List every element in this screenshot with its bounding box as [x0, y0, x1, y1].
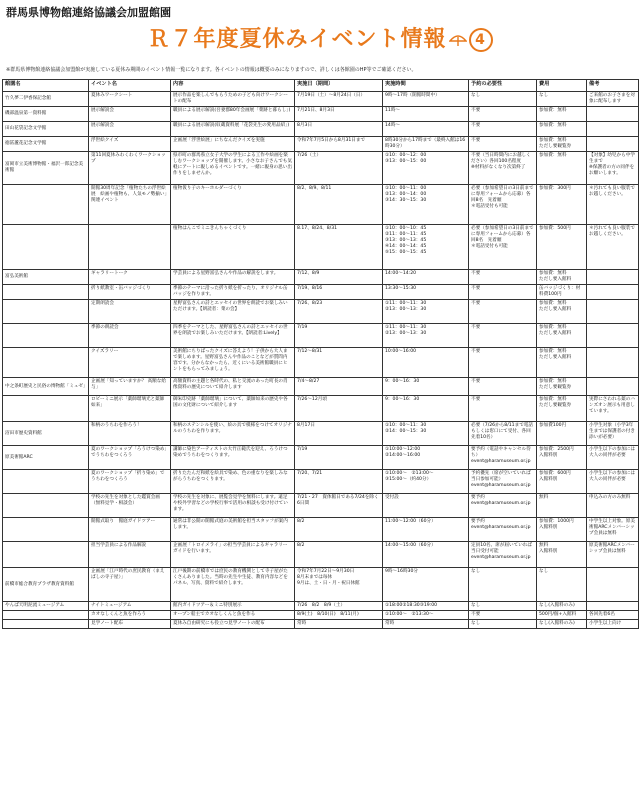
cell-reservation: なし: [469, 620, 537, 629]
cell-museum: [3, 542, 89, 568]
cell-event: 企画展「知っていますか？ 高額な給与」: [89, 378, 171, 396]
cell-time: ①10:00～ ②13:30～: [383, 611, 469, 620]
cell-event: 開館30周年記念「植物たちの浮世絵展 絵画や植物も、人気モノ勢揃い」関連イベント: [89, 185, 171, 225]
table-row: [3, 107, 639, 122]
cell-reservation: 要予約（電話やキャンセル待ち） event@haramuseum.or.jp: [469, 446, 537, 470]
cell-note: ＊汚れても良い服装でお越しください。: [587, 225, 639, 270]
cell-note: 中学生以上対象。原美術館ARCメンバーシップ会員は無料: [587, 518, 639, 542]
cell-time: 8時30分から17時まで（最終入館は16時30分）: [383, 137, 469, 152]
table-row: [3, 446, 639, 470]
cell-time: ①10:00～ ②13:00～ ③15:00～（約40分）: [383, 470, 469, 494]
cell-event: ロビーミニ展示「薬師瑠璃光と薬師如来」: [89, 396, 171, 422]
cell-event: [89, 225, 171, 270]
cell-reservation: 不要: [469, 324, 537, 348]
cell-cost: 参加費：無料 ただし要観覧券: [537, 137, 587, 152]
cell-time: 14:00～14:20: [383, 270, 469, 285]
cell-cost: 参加費：300円: [537, 185, 587, 225]
cell-museum: やんば天明泥流ミュージアム: [3, 602, 89, 611]
cell-date: 8月17日: [295, 422, 383, 446]
table-row: [3, 225, 639, 270]
cell-content: 折りたたんだ和紙を絵具で染め、色の重なりを楽しみながらうちわをつくります。: [171, 470, 295, 494]
cell-museum: 前橋市総合教育プラザ教育資料館: [3, 568, 89, 602]
cell-cost: なし: [537, 568, 587, 602]
cell-date: 7/20、7/21: [295, 470, 383, 494]
table-row: [3, 285, 639, 300]
cell-reservation: 必要（参加希望日の3日前までに専用フォームから応募）各回8名 先着順 ＊電話受付も可能: [469, 225, 537, 270]
intro-text: ※群馬県博物館連絡協議会加盟館が実施している夏休み期間のイベント情報一覧になります。各イベントの情報は概要のみになりますので、詳しくは各館園のHP等でご確認ください。: [6, 67, 417, 73]
cell-reservation: 不要: [469, 285, 537, 300]
cell-date: 7/19: [295, 324, 383, 348]
cell-time: 9時～17時（開館時間中）: [383, 92, 469, 107]
cell-content: 植物仮り子のキーホルダーづくり: [171, 185, 295, 225]
organization-name: 群馬県博物館連絡協議会加盟館園: [6, 6, 171, 19]
cell-date: 8.17、8/24、8/31: [295, 225, 383, 270]
cell-museum: [3, 620, 89, 629]
cell-time: ①18:00②18:30③19:00: [383, 602, 469, 611]
cell-museum: [3, 470, 89, 494]
cell-museum: [3, 518, 89, 542]
table-row: [3, 470, 639, 494]
table-row: [3, 378, 639, 396]
cell-event: 定期朗読会: [89, 300, 171, 324]
cell-date: 7/4～8/27: [295, 378, 383, 396]
cell-time: 9：00～16：30: [383, 378, 469, 396]
table-row: [3, 568, 639, 602]
cell-content: 県市町の群馬県立女子大学の学生による工作や絵画を楽しむワークショップを開催します。小さなお子さんでも気軽にアートに親しめるイベントです。一緒に親身の思い出作りをしませんか。: [171, 152, 295, 185]
cell-note: [587, 137, 639, 152]
cell-note: 小学生以下の参加には大人の同伴が必要: [587, 470, 639, 494]
cell-reservation: 定員10名、席が屆いていれば当日受付可能 event@haramuseum.or.jp: [469, 542, 537, 568]
cell-note: [587, 300, 639, 324]
cell-date: 8/2: [295, 518, 383, 542]
cell-reservation: 不要: [469, 396, 537, 422]
cell-reservation: 不要: [469, 107, 537, 122]
cell-event: 見学ノート配布: [89, 620, 171, 629]
cell-event: カオなしくんと魚を作ろう: [89, 611, 171, 620]
cell-museum: 富岡市立美術博物館・福沢一郎記念美術館: [3, 152, 89, 185]
cell-reservation: なし: [469, 568, 537, 602]
cell-note: 小学生以下の参加には大人の同伴が必要: [587, 446, 639, 470]
cell-museum: 中之条町歴史と民俗の博物館「ミュゼ」: [3, 378, 89, 396]
cell-content: 高額資料の主題と各時代の、私と交流のあった町長の肖像資料の歴史について紹介します: [171, 378, 295, 396]
cell-cost: 参加費：無料 ただし要入館料: [537, 300, 587, 324]
cell-date: 常時: [295, 620, 383, 629]
cell-cost: なし(入館料のみ): [537, 620, 587, 629]
cell-date: 令和7年7月22日～9月30日 8月末までは毎休 9月は、土・日・月・祝日休館: [295, 568, 383, 602]
cell-content: 講師に染色アーティストの大竹正範氏を迎え、ろうけつ染めでうちわをつくります。: [171, 446, 295, 470]
cell-event: クイズラリー: [89, 348, 171, 378]
cell-cost: 参加費：無料 ただし要観覧券: [537, 396, 587, 422]
table-row: [3, 422, 639, 446]
cell-note: ご来館のお子さまを対象に配布します: [587, 92, 639, 107]
table-row: [3, 92, 639, 107]
cell-time: 9時～16時30分: [383, 568, 469, 602]
cell-content: 企画展「浮世絵展」にちなんだクイズを実施: [171, 137, 295, 152]
cell-museum: [3, 324, 89, 348]
cell-content: 和柄のステンシルを使い、絵の具で模様をつけてオリジナルのうちわを作ります。: [171, 422, 295, 446]
cell-event: ナイトミュージアム: [89, 602, 171, 611]
cell-reservation: 不要: [469, 122, 537, 137]
header-event: イベント名: [89, 80, 171, 92]
cell-event: 開館式取り 館庭ガイドツアー: [89, 518, 171, 542]
cell-note: [587, 568, 639, 602]
cell-cost: 参加費：無料: [537, 152, 587, 185]
cell-date: 7/26～12月頃: [295, 396, 383, 422]
cell-cost: 参加費：無料 ただし要入館料: [537, 348, 587, 378]
cell-cost: 参加費：無料 ただし要入館料: [537, 324, 587, 348]
cell-date: 8/2: [295, 542, 383, 568]
cell-museum: [3, 185, 89, 225]
cell-content: 学芸員による星野富弘さんや作品の解説をします。: [171, 270, 295, 285]
cell-date: 8/2、8/9、8/11: [295, 185, 383, 225]
cell-reservation: 不要: [469, 300, 537, 324]
cell-reservation: 不要: [469, 348, 537, 378]
cell-reservation: 必要（参加希望日の3日前までに専用フォームから応募）各回8名 先着順 ＊電話受付も可能: [469, 185, 537, 225]
header-note: 備考: [587, 80, 639, 92]
cell-cost: 参加費：無料: [537, 122, 587, 137]
cell-event: 展示解説会: [89, 107, 171, 122]
cell-date: 7月21日、8月3日: [295, 107, 383, 122]
cell-event: 折り紙教室・缶バッジづくり: [89, 285, 171, 300]
cell-time: ①10：00～11：00 ②13：00～14：00 ③14：30～15：30: [383, 185, 469, 225]
title-text: Ｒ７年度夏休みイベント情報: [147, 27, 447, 52]
cell-cost: 缶バッジづくり：材料費100円: [537, 285, 587, 300]
cell-event: 担当学芸員による作品解説: [89, 542, 171, 568]
cell-cost: 参加費：600円 入館料別: [537, 470, 587, 494]
cell-cost: 参加費：1000円 入館料別: [537, 518, 587, 542]
cell-time: ①10：00～10：45 ②11：00～11：45 ③13：00～13：45 ④14：00～14：45 ⑤15：00～15：45: [383, 225, 469, 270]
cell-content: 職員による展示解説(吾妻郡80年会画展「菜跡と暮らし」): [171, 107, 295, 122]
cell-museum: 沼田市歴史資料館: [3, 422, 89, 446]
cell-date: 7/19: [295, 446, 383, 470]
table-row: [3, 396, 639, 422]
cell-date: 7/26、8/23: [295, 300, 383, 324]
cell-museum: 原美術館ARC: [3, 446, 89, 470]
cell-reservation: 不要: [469, 378, 537, 396]
table-row: [3, 611, 639, 620]
cell-content: 館内ガイドツアー＆ミニ特別展示: [171, 602, 295, 611]
cell-note: [587, 348, 639, 378]
table-row: [3, 348, 639, 378]
table-row: [3, 602, 639, 611]
cell-time: ①11：00～11：30 ②13：00～13：30: [383, 300, 469, 324]
header-date: 実施日（期間）: [295, 80, 383, 92]
header-museum: 館園名: [3, 80, 89, 92]
table-row: [3, 620, 639, 629]
cell-reservation: 不要: [469, 611, 537, 620]
cell-content: 四季をテーマとした、星野富弘さんの詩とエッセイの世界を朗読でお楽しみいただけます。【朗読者:Lively】: [171, 324, 295, 348]
cell-time: 受付設: [383, 494, 469, 518]
cell-note: 各回先着6名: [587, 611, 639, 620]
cell-content: 植物はんこでミニきんちゃくづくり: [171, 225, 295, 270]
cell-content: 企画展「トロイメライ」の担当学芸員によるギャラリーガイドを行います。: [171, 542, 295, 568]
table-row: [3, 270, 639, 285]
cell-event: 第11回夏休みわくわくワークショップ: [89, 152, 171, 185]
table-row: [3, 137, 639, 152]
cell-date: 7月19日（土）～8月24日（日）: [295, 92, 383, 107]
cell-event: 夏のワークショップ「ろうけつ染め」でうちわをつくろう: [89, 446, 171, 470]
table-row: [3, 300, 639, 324]
header-time: 実施時間: [383, 80, 469, 92]
table-row: [3, 542, 639, 568]
cell-date: 7/19、8/16: [295, 285, 383, 300]
cell-date: 令和7年7月5日から8月31日まで: [295, 137, 383, 152]
cell-museum: 田山花袋記念文学館: [3, 122, 89, 137]
cell-note: 【対象】幼児から中学生まで ※保護者の方の同伴をお願いします。: [587, 152, 639, 185]
cell-museum: [3, 285, 89, 300]
cell-reservation: なし: [469, 602, 537, 611]
cell-event: 夏休みワークシート: [89, 92, 171, 107]
cell-museum: [3, 300, 89, 324]
cell-time: 14:00～15:00（60分）: [383, 542, 469, 568]
cell-note: [587, 122, 639, 137]
cell-cost: 参加費100円: [537, 422, 587, 446]
cell-cost: なし: [537, 92, 587, 107]
cell-content: 御朱印史跡「薬師瑠璃」について、薬師如来の歴史や各国の文化財について紹介します: [171, 396, 295, 422]
cell-time: 10:00～16:00: [383, 348, 469, 378]
table-row: [3, 324, 639, 348]
cell-time: ①11：00～11：30 ②13：00～13：30: [383, 324, 469, 348]
table-row: [3, 494, 639, 518]
table-row: [3, 518, 639, 542]
cell-event: 季節の朗読会: [89, 324, 171, 348]
header-reservation: 予約の必要性: [469, 80, 537, 92]
cell-time: 11時～: [383, 107, 469, 122]
cell-cost: 参加費：2500円 入館料別: [537, 446, 587, 470]
cell-museum: [3, 494, 89, 518]
cell-event: 浮世絵クイズ: [89, 137, 171, 152]
cell-date: 7/12～8/31: [295, 348, 383, 378]
cell-time: ①10：00～12：00 ③13：00～15：00: [383, 152, 469, 185]
cell-content: 職員による展示解説(収蔵資料展「花袋先生の愛用品紹」): [171, 122, 295, 137]
cell-reservation: 不要（当日時間内にお越しください）各回100名程度 ※材料がなくなり次第終了: [469, 152, 537, 185]
cell-date: 7/26（土）: [295, 152, 383, 185]
cell-event: 夏のワークショップ「折り染め」でうちわをつくろう: [89, 470, 171, 494]
header-cost: 費用: [537, 80, 587, 92]
table-row: [3, 152, 639, 185]
cell-reservation: 不要: [469, 270, 537, 285]
cell-date: 7/21・27 資体館日である7/24を除く6日間: [295, 494, 383, 518]
cell-time: 9：00～16：30: [383, 396, 469, 422]
cell-note: 実際にさわれる薬のハンズオン展示も用意しています。: [587, 396, 639, 422]
cell-museum: 磯部温泉第一資料館: [3, 107, 89, 122]
cell-time: 14時～: [383, 122, 469, 137]
title-number-badge: 4: [469, 28, 493, 52]
cell-note: [587, 107, 639, 122]
cell-museum: [3, 348, 89, 378]
cell-note: [587, 378, 639, 396]
cell-note: [587, 285, 639, 300]
cell-note: 原美術館ARCメンバーシップ会員は無料: [587, 542, 639, 568]
cell-content: 江戸後期の前橋市では庶民の教育機関として寺子屋がたくさんありました。当時の先生や生徒、教育内容などをパネル、写真、資料で紹介します。: [171, 568, 295, 602]
cell-note: [587, 602, 639, 611]
cell-museum: [3, 396, 89, 422]
cell-reservation: 不要: [469, 137, 537, 152]
cell-reservation: 要予約 event@haramuseum.or.jp: [469, 494, 537, 518]
cell-cost: 参加費：無料 ただし要観覧券: [537, 378, 587, 396]
cell-event: 展示解説会: [89, 122, 171, 137]
cell-cost: 参加費：無料: [537, 107, 587, 122]
cell-time: 11:00～12:00（60分）: [383, 518, 469, 542]
cell-reservation: なし: [469, 92, 537, 107]
cell-content: 学校の先生を対象に、展覧会見学を無料にします。遠足や校外学習などの学校行事で活用の相談も受け付けています。: [171, 494, 295, 518]
cell-content: 季節のテーマに沿った折り紙を折ったり、オリジナル缶バッジを作ります。: [171, 285, 295, 300]
cell-time: ①10：00～11：30 ②14：00～15：30: [383, 422, 469, 446]
table-row: [3, 122, 639, 137]
cell-cost: 参加費：500円: [537, 225, 587, 270]
cell-note: [587, 324, 639, 348]
cell-note: [587, 270, 639, 285]
cell-museum: [3, 611, 89, 620]
header-content: 内容: [171, 80, 295, 92]
cell-cost: 無料 入館料別: [537, 542, 587, 568]
cell-date: 8/9(土) 8/10(日) 8/11(月): [295, 611, 383, 620]
cell-museum: [3, 225, 89, 270]
cell-cost: なし(入館料のみ): [537, 602, 587, 611]
cell-reservation: 要予約 event@haramuseum.or.jp: [469, 518, 537, 542]
table-header-row: [3, 80, 639, 92]
cell-note: 申込みの方のみ無料: [587, 494, 639, 518]
cell-museum: 竹久夢二伊香保記念館: [3, 92, 89, 107]
cell-reservation: 必要（7/26から8/11まで電話もしくは窓口にて受付、各回先着10名）: [469, 422, 537, 446]
table-row: [3, 185, 639, 225]
cell-time: ①10:00～12:00 ②14:00～16:00: [383, 446, 469, 470]
cell-event: 企画展「江戸時代の庶民教育（まえばしの寺子屋）」: [89, 568, 171, 602]
cell-cost: 参加費：無料 ただし要入館料: [537, 270, 587, 285]
cell-time: 常時: [383, 620, 469, 629]
cell-reservation: 予約優先（席が空いていれば当日参加可能） event@haramuseum.or.jp: [469, 470, 537, 494]
cell-time: 13:30～15:30: [383, 285, 469, 300]
cell-date: 7/12、8/9: [295, 270, 383, 285]
cell-content: オープン船主でカオなしくんと魚を作る: [171, 611, 295, 620]
cell-content: 通常は非公開の開館式庭の美術館を担当スタッフが案内します。: [171, 518, 295, 542]
event-table: [2, 79, 639, 629]
cell-content: 星野富弘さんの詩とエッセイの世界を朗読でお楽しみいただけます。【朗読者：菜の会】: [171, 300, 295, 324]
cell-note: 小学生対象（小学3年生までは保護者の付き添いが必要）: [587, 422, 639, 446]
cell-museum: 徳冨蘆花記念文学館: [3, 137, 89, 152]
cell-date: 8月3日: [295, 122, 383, 137]
cell-cost: 500円/個+入館料: [537, 611, 587, 620]
cell-content: 展示作品を楽しんでもらうための子ども向けワークシートの配布: [171, 92, 295, 107]
page-title: [0, 22, 640, 53]
cell-content: 夏休み自由研究にも役立つ見学ノートの配布: [171, 620, 295, 629]
cell-event: 学校の先生を対象とした鑑賞会画（無料見学・相談会）: [89, 494, 171, 518]
cell-content: 美術館にちりばったクイズに答えよう！子供から大人まで楽しめます。星野富弘さんや作品のことなどが質問内容です。分からなかったら、近くにいる美術館職員にヒントをもらってみましょう。: [171, 348, 295, 378]
cell-note: 小学生以上向け: [587, 620, 639, 629]
cell-event: ギャラリートーク: [89, 270, 171, 285]
cell-museum: 富弘美術館: [3, 270, 89, 285]
cell-event: 和柄のうちわを作ろう！: [89, 422, 171, 446]
parasol-icon: [449, 33, 467, 47]
cell-note: ＊汚れても良い服装でお越しください。: [587, 185, 639, 225]
cell-cost: 無料: [537, 494, 587, 518]
cell-date: 7/26 8/2 8/9（土）: [295, 602, 383, 611]
